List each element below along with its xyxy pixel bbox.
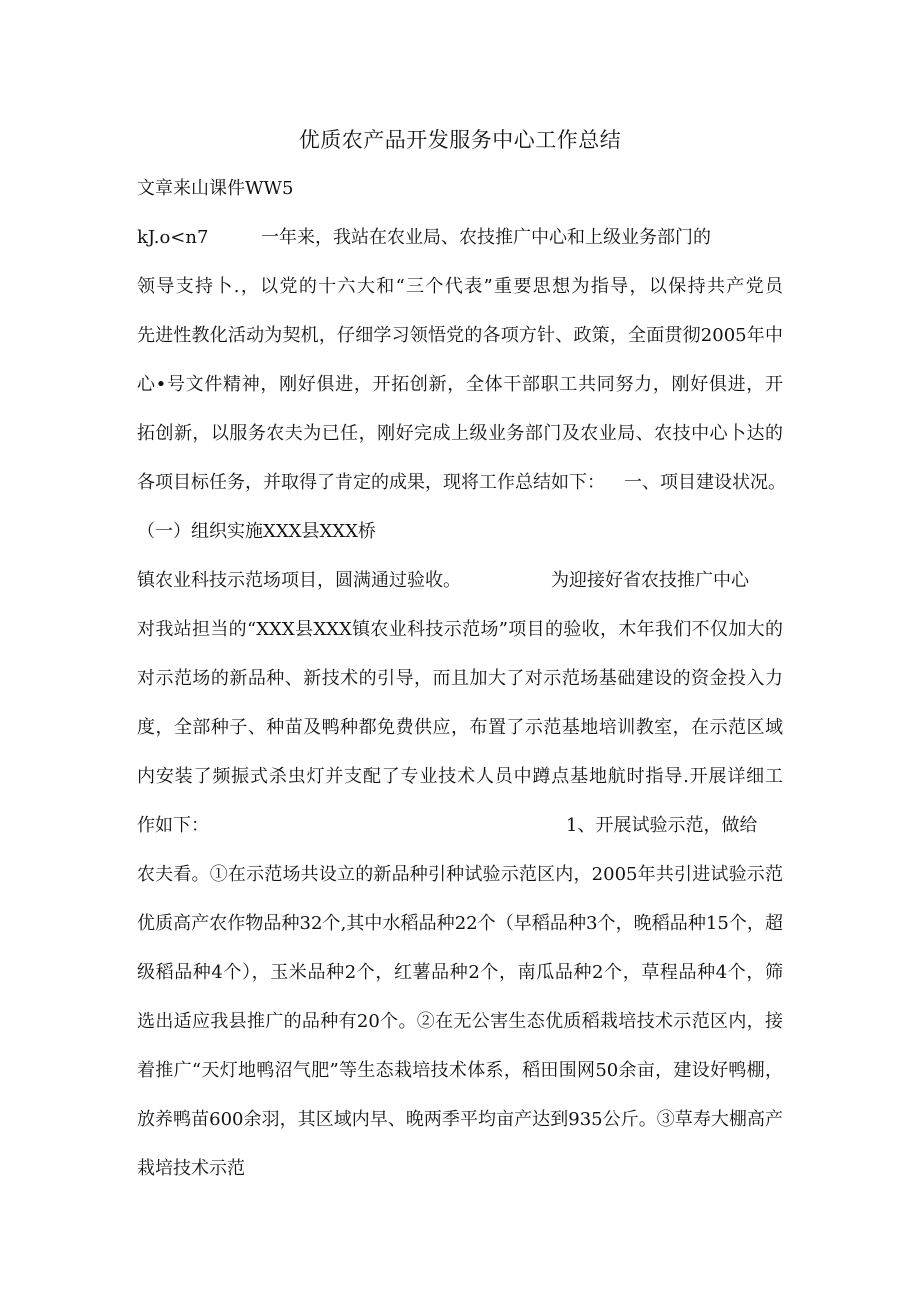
text-line: 领导支持卜.，以党的十六大和“三个代表”重要思想为指导，以保持共产党员 <box>137 276 783 297</box>
text-line: 作如下： <box>137 815 209 836</box>
text-line: 对示范场的新品种、新技术的引导，而且加大了对示范场基础建设的资金投入力 <box>137 668 783 689</box>
text-line: 先进性教化活动为契机，仔细学习领悟党的各项方针、政策，全面贯彻2005年中 <box>137 325 783 346</box>
text-line: 为迎接好省农技推广中心 <box>551 570 749 591</box>
document-title: 优质农产品开发服务中心工作总结 <box>298 128 622 152</box>
text-line: 级稻品种4个），玉米品种2个，红薯品种2个，南瓜品种2个，草程品种4个，筛 <box>137 962 783 983</box>
text-line: 农夫看。①在示范场共设立的新品种引种试验示范区内，2005年共引进试验示范 <box>137 864 783 885</box>
section-heading: 一、项目建设状况。 <box>624 472 786 493</box>
text-line: 拓创新，以服务农夫为已任，刚好完成上级业务部门及农业局、农技中心卜达的 <box>137 423 783 444</box>
text-line: 优质高产农作物品种32个,其中水稻品种22个（早稻品种3个，晚稻品种15个，超 <box>137 913 783 934</box>
text-line: 内安装了频振式杀虫灯并支配了专业技术人员中蹲点基地航时指导.开展详细工 <box>137 766 783 787</box>
text-line: 着推广“天灯地鸭沼气肥”等生态栽培技术体系，稻田围网50余亩，建设好鸭棚， <box>137 1060 783 1081</box>
text-line: 心•号文件精神，刚好俱进，开拓创新，全体干部职工共同努力，刚好俱进，开 <box>137 374 783 395</box>
text-line: 放养鸭苗600余羽，其区域内早、晚两季平均亩产达到935公斤。③草寿大棚高产 <box>137 1109 783 1130</box>
text-line: 一年来，我站在农业局、农技推广中心和上级业务部门的 <box>261 227 711 248</box>
source-line: 文章来山课件WW5 <box>137 178 294 199</box>
text-line: 栽培技术示范 <box>137 1158 245 1179</box>
document-code: kJ.o<n7 <box>137 227 209 248</box>
text-line: 度，全部种子、种苗及鸭种都免费供应，布置了示范基地培训教室，在示范区域 <box>137 717 783 738</box>
text-line: 各项目标任务，并取得了肯定的成果，现将工作总结如下： <box>137 472 605 493</box>
list-item-heading: 1、开展试验示范，做给 <box>566 815 758 836</box>
text-line: 对我站担当的“XXX县XXX镇农业科技示范场”项目的验收，木年我们不仅加大的 <box>137 619 783 640</box>
subsection-heading: （一）组织实施XXX县XXX桥 <box>137 521 376 542</box>
text-line: 镇农业科技示范场项目，圆满通过验收。 <box>137 570 461 591</box>
text-line: 选出适应我县推广的品种有20个。②在无公害生态优质稻栽培技术示范区内，接 <box>137 1011 783 1032</box>
